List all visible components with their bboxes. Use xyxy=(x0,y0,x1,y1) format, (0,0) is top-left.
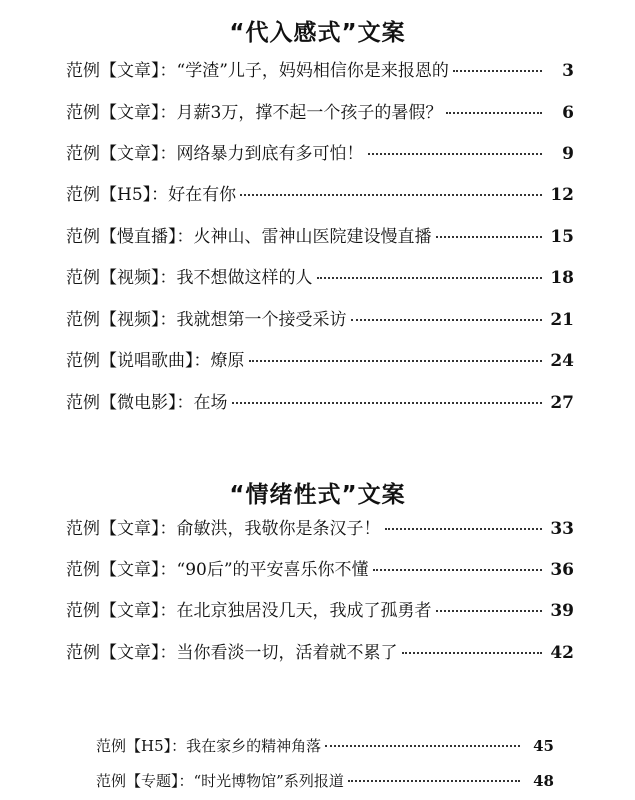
toc-entry-label: 范例【视频】：我就想第一个接受采访 xyxy=(66,310,347,330)
section-title-qingxu: “情绪性式”文案 xyxy=(229,482,406,508)
toc-entry-label: 范例【视频】：我不想做这样的人 xyxy=(66,268,313,288)
toc-entry-label: 范例【文章】：俞敏洪，我敬你是条汉子！ xyxy=(66,519,381,539)
dot-leader xyxy=(368,153,543,155)
toc-entry-label: 范例【H5】：我在家乡的精神角落 xyxy=(96,737,322,755)
dot-leader xyxy=(446,112,542,114)
toc-page-number: 39 xyxy=(550,601,574,621)
toc-entry[interactable] xyxy=(66,518,574,540)
dot-leader xyxy=(373,569,542,571)
toc-entry[interactable] xyxy=(66,559,574,581)
toc-entry[interactable] xyxy=(66,350,574,372)
dot-leader xyxy=(232,402,543,404)
toc-page-number: 36 xyxy=(550,560,574,580)
toc-entry-label: 范例【文章】：当你看淡一切，活着就不累了 xyxy=(66,643,398,663)
toc-entry[interactable] xyxy=(66,143,574,165)
dot-leader xyxy=(351,319,543,321)
toc-entry-label: 范例【文章】：月薪3万，撑不起一个孩子的暑假？ xyxy=(66,103,443,123)
dot-leader xyxy=(317,277,543,279)
toc-entry-label: 范例【微电影】：在场 xyxy=(66,393,228,413)
toc-page-number: 15 xyxy=(550,227,574,247)
toc-page-number: 3 xyxy=(562,61,574,81)
toc-entry[interactable] xyxy=(66,642,574,664)
toc-entry[interactable] xyxy=(66,226,574,248)
toc-page-number: 6 xyxy=(562,103,574,123)
toc-entry-label: 范例【H5】：好在有你 xyxy=(66,185,237,205)
toc-page-number: 27 xyxy=(550,393,574,413)
dot-leader xyxy=(325,745,520,747)
toc-entry-label: 范例【专题】：“时光博物馆”系列报道 xyxy=(96,772,344,790)
toc-entry-label: 范例【文章】：在北京独居没几天，我成了孤勇者 xyxy=(66,601,432,621)
dot-leader xyxy=(348,780,520,782)
toc-entry[interactable] xyxy=(96,771,554,791)
toc-page-number: 12 xyxy=(550,185,574,205)
toc-page-number: 48 xyxy=(533,772,554,790)
toc-page-number: 33 xyxy=(550,519,574,539)
toc-page-number: 42 xyxy=(550,643,574,663)
toc-entry[interactable] xyxy=(66,309,574,331)
toc-page-number: 45 xyxy=(533,737,554,755)
toc-entry-label: 范例【说唱歌曲】：燎原 xyxy=(66,351,245,371)
toc-entry[interactable] xyxy=(66,392,574,414)
toc-entry-label: 范例【文章】：“学渣”儿子，妈妈相信你是来报恩的 xyxy=(66,61,449,81)
toc-entry-label: 范例【慢直播】：火神山、雷神山医院建设慢直播 xyxy=(66,227,432,247)
dot-leader xyxy=(453,70,542,72)
toc-entry[interactable] xyxy=(66,267,574,289)
toc-entry[interactable] xyxy=(96,736,554,756)
dot-leader xyxy=(402,652,543,654)
toc-entry[interactable] xyxy=(66,60,574,82)
section-title-daiyugan: “代入感式”文案 xyxy=(229,20,406,46)
toc-page-number: 21 xyxy=(550,310,574,330)
dot-leader xyxy=(249,360,543,362)
toc-entry-label: 范例【文章】：“90后”的平安喜乐你不懂 xyxy=(66,560,369,580)
toc-entry[interactable] xyxy=(66,600,574,622)
dot-leader xyxy=(385,528,543,530)
dot-leader xyxy=(436,610,543,612)
dot-leader xyxy=(436,236,543,238)
toc-page-number: 24 xyxy=(550,351,574,371)
toc-page-number: 18 xyxy=(550,268,574,288)
toc-entry[interactable] xyxy=(66,184,574,206)
dot-leader xyxy=(240,194,542,196)
toc-entry-label: 范例【文章】：网络暴力到底有多可怕！ xyxy=(66,144,364,164)
toc-page-number: 9 xyxy=(562,144,574,164)
toc-entry[interactable] xyxy=(66,102,574,124)
